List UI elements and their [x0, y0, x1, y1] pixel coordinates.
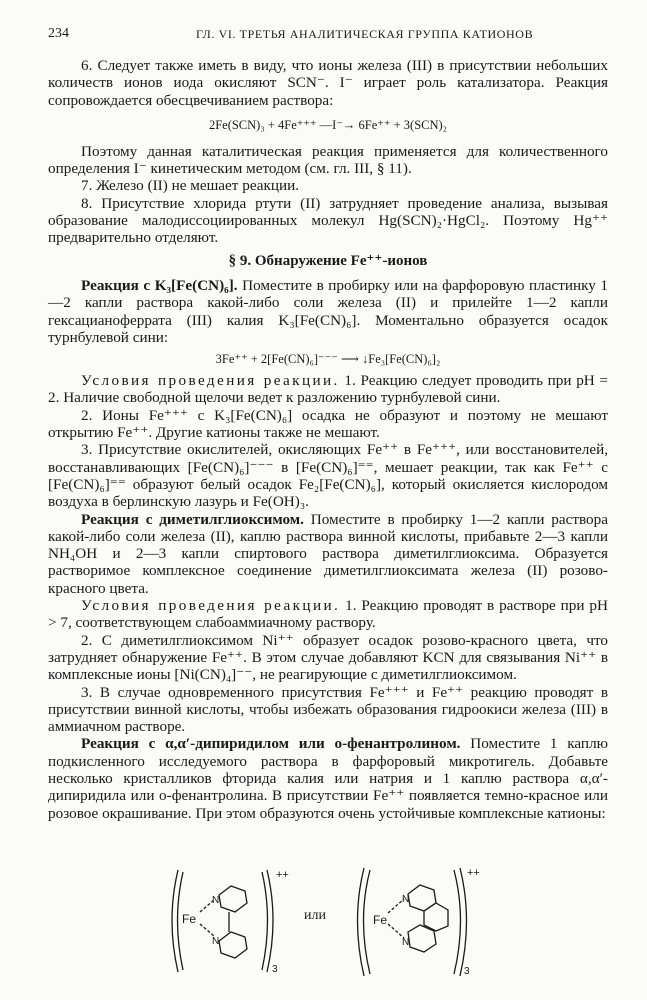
conditions-label: Условия проведения реакции. — [81, 372, 340, 390]
reaction-1-title: Реакция с K₃[Fe(CN)₆]. — [81, 276, 238, 294]
condition-3: 3. Присутствие окислителей, окисляющих Fe⁺⁺ в Fe⁺⁺⁺, или восстановителей, восстанавливающих [Fe(CN)₆]⁻⁻⁻ в [Fe(CN)₆]⁼⁼, мешает реакции, так как Fe⁺⁺ с [Fe(CN)₆]⁼⁼ образуют белый осадок Fe₂[Fe(CN)₆], который окисляется кислородом воздуха в берлинскую лазурь и Fe(OH)₃. — [48, 441, 608, 511]
condition-d1-text: 1. Реакцию проводят в растворе при pH > 7, соответствующем слабоаммиачному раствору. — [48, 597, 608, 632]
n-label-3: N — [402, 894, 410, 905]
n-label-1: N — [212, 895, 220, 906]
paragraph-6b: Поэтому данная каталитическая реакция применяется для количественного определения I⁻ кинетическим методом (см. гл. III, § 11). — [48, 142, 608, 178]
n-label-4: N — [402, 937, 410, 948]
n-label-2: N — [212, 936, 220, 947]
condition-d2: 2. С диметилглиоксимом Ni⁺⁺ образует осадок розово-красного цвета, что затрудняет обнаружение Fe⁺⁺. В этом случае добавляют KCN для связывания Ni⁺⁺ в комплексные ионы [Ni(CN)₄]⁻⁻, не реагирующие с диметилглиоксимом. — [48, 631, 608, 684]
reaction-1-text: Поместите в пробирку или на фарфоровую пластинку 1—2 капли раствора какой-либо соли железа (II) и прилейте 1—2 капли гексацианоферрата (III) калия K₃[Fe(CN)₆]. Моментально образуется осадок турнбулевой сини: — [48, 276, 608, 346]
condition-1-text: 1. Реакцию следует проводить при pH = 2. Наличие свободной щелочи ведет к разложению турнбулевой сини. — [48, 372, 608, 407]
fe-label-2: Fe — [373, 913, 388, 927]
conditions-2-label: Условия проведения реакции. — [81, 597, 341, 615]
bond-fe-n4 — [388, 924, 404, 938]
fe-label-1: Fe — [182, 912, 197, 926]
paren-right-inner — [262, 872, 268, 970]
reaction-2-text: Поместите в пробирку 1—2 капли раствора какой-либо соли железа (II), каплю раствора винной кислоты, прибавьте 2—3 капли NH₄OH и 2—3 капли спиртового раствора диметилглиоксима. Образуется растворимое комплексное соединение диметилглиоксимата железа (II) розово-красного цвета. — [48, 510, 608, 597]
equation-1: 2Fe(SCN)₃ + 4Fe⁺⁺⁺ —I⁻→ 6Fe⁺⁺ + 3(SCN)₂ — [208, 117, 448, 132]
charge-a: ++ — [276, 869, 289, 881]
section-title: § 9. Обнаружение Fe⁺⁺-ионов — [228, 252, 428, 269]
condition-2: 2. Ионы Fe⁺⁺⁺ с K₃[Fe(CN)₆] осадка не образуют и поэтому не мешают открытию Fe⁺⁺. Другие катионы также не мешают. — [48, 406, 608, 442]
page-number: 234 — [48, 26, 69, 41]
phen-ring-1 — [408, 885, 436, 911]
paren-right-inner-b — [454, 870, 461, 974]
running-title: ГЛ. VI. ТРЕТЬЯ АНАЛИТИЧЕСКАЯ ГРУППА КАТИОНОВ — [196, 27, 534, 41]
condition-d3: 3. В случае одновременного присутствия Fe⁺⁺⁺ и Fe⁺⁺ реакцию проводят в присутствии винной кислоты, чтобы избежать образования гидроокиси железа (III) в аммиачном растворе. — [48, 683, 608, 736]
subscript-3-a: 3 — [272, 964, 278, 975]
paragraph-7: 7. Железо (II) не мешает реакции. — [81, 177, 300, 195]
reaction-3-text: Поместите 1 каплю подкисленного исследуемого раствора в фарфоровый микротигель. Добавьте несколько кристалликов фторида калия или натрия и 1 каплю раствора α,α′-дипиридила или о-фенантролина. В присутствии Fe⁺⁺ появляется темно-красное или розовое окрашивание. При этом образуются очень устойчивые комплексные катионы: — [48, 735, 608, 822]
pyridine-ring-2 — [219, 932, 247, 958]
equation-2: 3Fe⁺⁺ + 2[Fe(CN)₆]⁻⁻⁻ ⟶ ↓Fe₃[Fe(CN)₆]₂ — [215, 352, 441, 367]
charge-b: ++ — [467, 867, 480, 879]
reaction-2-title: Реакция с диметилглиоксимом. — [81, 510, 304, 528]
pyridine-ring-1 — [219, 886, 247, 912]
reaction-3-title: Реакция с α,α′-дипиридилом или о-фенантролином. — [81, 735, 461, 753]
paren-left-inner-b — [364, 870, 371, 974]
phen-ring-3 — [424, 903, 448, 931]
subscript-3-b: 3 — [464, 966, 470, 977]
bond-fe-n2 — [200, 924, 214, 936]
or-label: или — [304, 908, 326, 923]
paragraph-8: 8. Присутствие хлорида ртути (II) затрудняет проведение анализа, вызывая образование малодиссоциированных молекул Hg(SCN)₂·HgCl₂. Поэтому Hg⁺⁺ предварительно отделяют. — [48, 194, 608, 247]
paragraph-6: 6. Следует также иметь в виду, что ионы железа (III) в присутствии небольших количеств ионов иода окисляют SCN⁻. I⁻ играет роль катализатора. Реакция сопровождается обесцвечиванием раствора: — [48, 57, 608, 109]
